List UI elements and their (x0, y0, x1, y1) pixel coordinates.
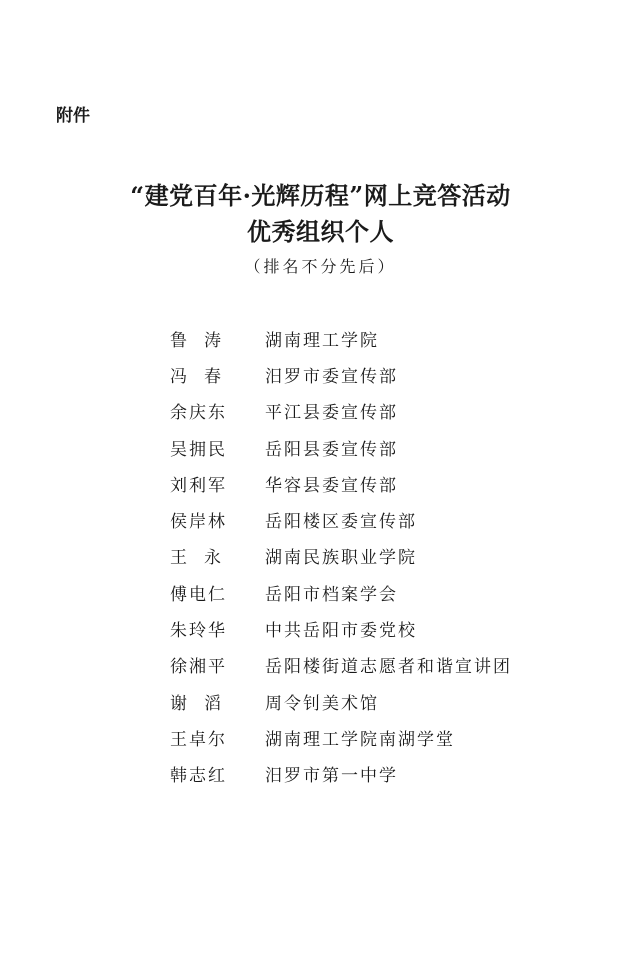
honoree-name-part: 冯 (170, 366, 187, 387)
honoree-organization: 湖南理工学院南湖学堂 (265, 729, 455, 750)
honoree-name-part: 永 (204, 548, 221, 569)
honoree-name: 吴拥民 (170, 439, 227, 460)
document-title-line1: “建党百年·光辉历程”网上竞答活动 (130, 181, 511, 210)
honoree-name (170, 326, 265, 351)
honoree-name-part: 鲁 (170, 330, 187, 351)
honoree-name: 侯岸林 (170, 512, 227, 533)
list-item (170, 683, 590, 719)
honoree-organization: 周令钊美术馆 (265, 693, 379, 714)
list-item (170, 647, 590, 683)
honoree-organization: 岳阳楼街道志愿者和谐宣讲团 (265, 657, 512, 678)
list-item (170, 320, 590, 356)
list-item (170, 429, 590, 465)
honoree-organization: 汨罗市第一中学 (265, 766, 398, 787)
honoree-name (170, 543, 265, 568)
list-item (170, 756, 590, 792)
list-item (170, 501, 590, 537)
document-subtitle: （排名不分先后） (244, 257, 397, 276)
honoree-organization: 汨罗市委宣传部 (265, 366, 398, 387)
honoree-name-part: 春 (204, 366, 221, 387)
list-item (170, 356, 590, 392)
honoree-name: 刘利军 (170, 475, 227, 496)
honoree-organization: 湖南理工学院 (265, 330, 379, 351)
honoree-name-part: 王 (170, 548, 187, 569)
honoree-organization: 湖南民族职业学院 (265, 548, 417, 569)
honoree-organization: 岳阳县委宣传部 (265, 439, 398, 460)
honoree-name: 韩志红 (170, 766, 227, 787)
honoree-name-part: 涛 (204, 330, 221, 351)
honoree-name: 傅电仁 (170, 584, 227, 605)
honoree-organization: 岳阳市档案学会 (265, 584, 398, 605)
attachment-label: 附件 (56, 106, 90, 126)
list-item (170, 574, 590, 610)
list-item (170, 538, 590, 574)
honoree-name (170, 689, 265, 714)
honoree-name: 王卓尔 (170, 729, 227, 750)
honoree-organization: 岳阳楼区委宣传部 (265, 512, 417, 533)
honoree-organization: 华容县委宣传部 (265, 475, 398, 496)
honoree-name: 朱玲华 (170, 621, 227, 642)
honoree-name-part: 滔 (204, 693, 221, 714)
list-item (170, 465, 590, 501)
honoree-name: 余庆东 (170, 403, 227, 424)
list-item (170, 393, 590, 429)
list-item (170, 719, 590, 755)
list-item (170, 610, 590, 646)
honoree-name: 徐湘平 (170, 657, 227, 678)
honoree-organization: 平江县委宣传部 (265, 403, 398, 424)
document-title-line2: 优秀组织个人 (247, 217, 394, 246)
honoree-organization: 中共岳阳市委党校 (265, 621, 417, 642)
honoree-list (170, 320, 590, 792)
honoree-name (170, 362, 265, 387)
honoree-name-part: 谢 (170, 693, 187, 714)
